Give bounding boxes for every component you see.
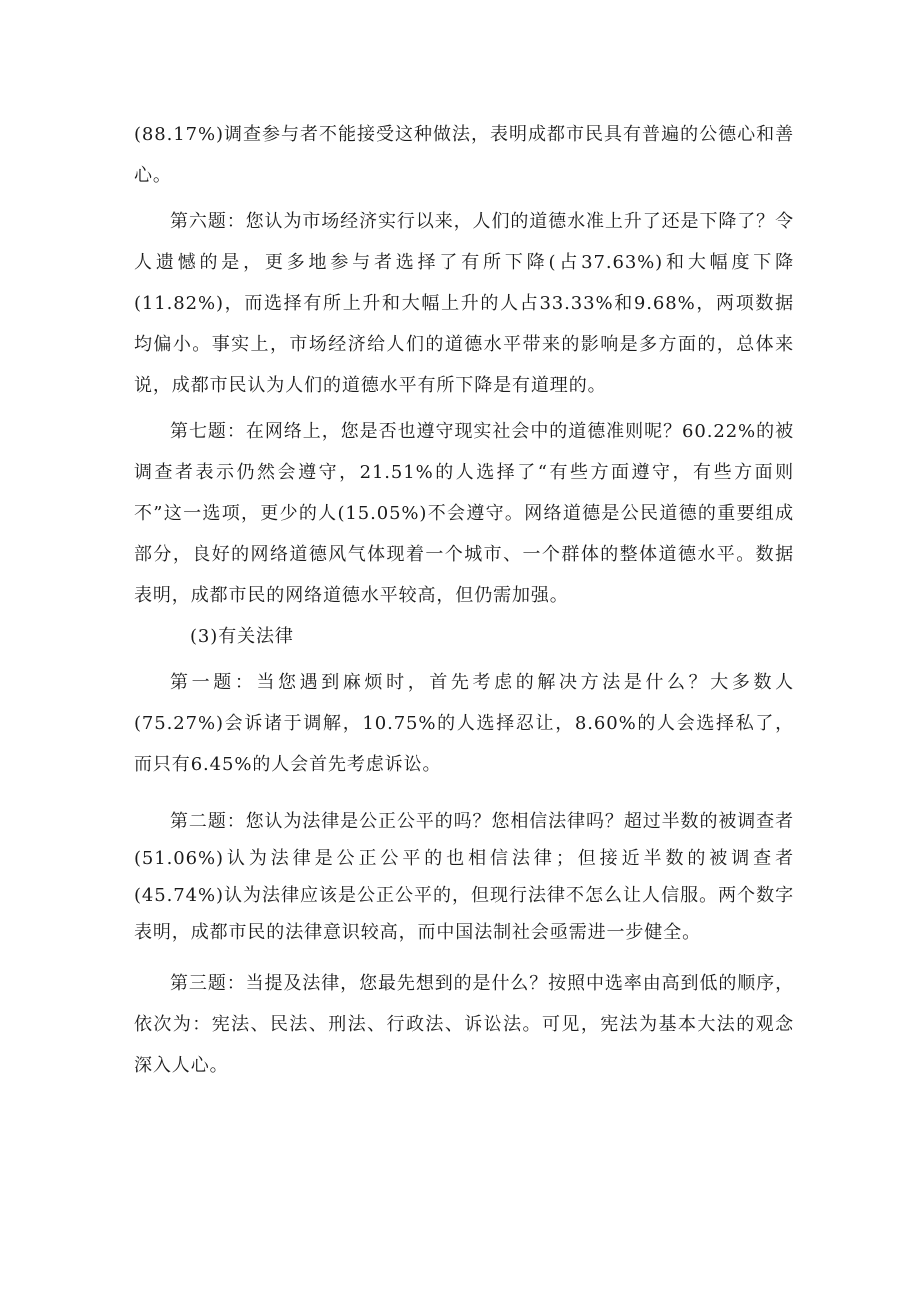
paragraph-law-question-3: 第三题：当提及法律，您最先想到的是什么？按照中选率由高到低的顺序，依次为：宪法、民法、刑法、行政法、诉讼法。可见，宪法为基本大法的观念深入人心。 <box>134 973 794 1076</box>
paragraph-continuation: (88.17%)调查参与者不能接受这种做法，表明成都市民具有普遍的公德心和善心。 <box>134 124 794 186</box>
paragraph-question-6: 第六题：您认为市场经济实行以来，人们的道德水准上升了还是下降了？令人遗憾的是，更多地参与者选择了有所下降(占37.63%)和大幅度下降(11.82%)，而选择有所上升和大幅上升的人占33.33%和9.68%，两项数据均偏小。事实上，市场经济给人们的道德水平带来的影响是多方面的，总体来说，成都市民认为人们的道德水平有所下降是有道理的。 <box>134 211 794 396</box>
section-heading-law: (3)有关法律 <box>190 626 294 647</box>
paragraph-law-question-1: 第一题：当您遇到麻烦时，首先考虑的解决方法是什么？大多数人(75.27%)会诉诸于调解，10.75%的人选择忍让，8.60%的人会选择私了，而只有6.45%的人会首先考虑诉讼。 <box>134 672 794 775</box>
paragraph-question-7: 第七题：在网络上，您是否也遵守现实社会中的道德准则呢？60.22%的被调查者表示仍然会遵守，21.51%的人选择了“有些方面遵守，有些方面则不”这一选项，更少的人(15.05%)不会遵守。网络道德是公民道德的重要组成部分，良好的网络道德风气体现着一个城市、一个群体的整体道德水平。数据表明，成都市民的网络道德水平较高，但仍需加强。 <box>134 421 794 606</box>
paragraph-law-question-2: 第二题：您认为法律是公正公平的吗？您相信法律吗？超过半数的被调查者(51.06%)认为法律是公正公平的也相信法律；但接近半数的被调查者(45.74%)认为法律应该是公正公平的，但现行法律不怎么让人信服。两个数字表明，成都市民的法律意识较高，而中国法制社会亟需进一步健全。 <box>134 811 794 943</box>
document-body <box>134 114 794 1086</box>
